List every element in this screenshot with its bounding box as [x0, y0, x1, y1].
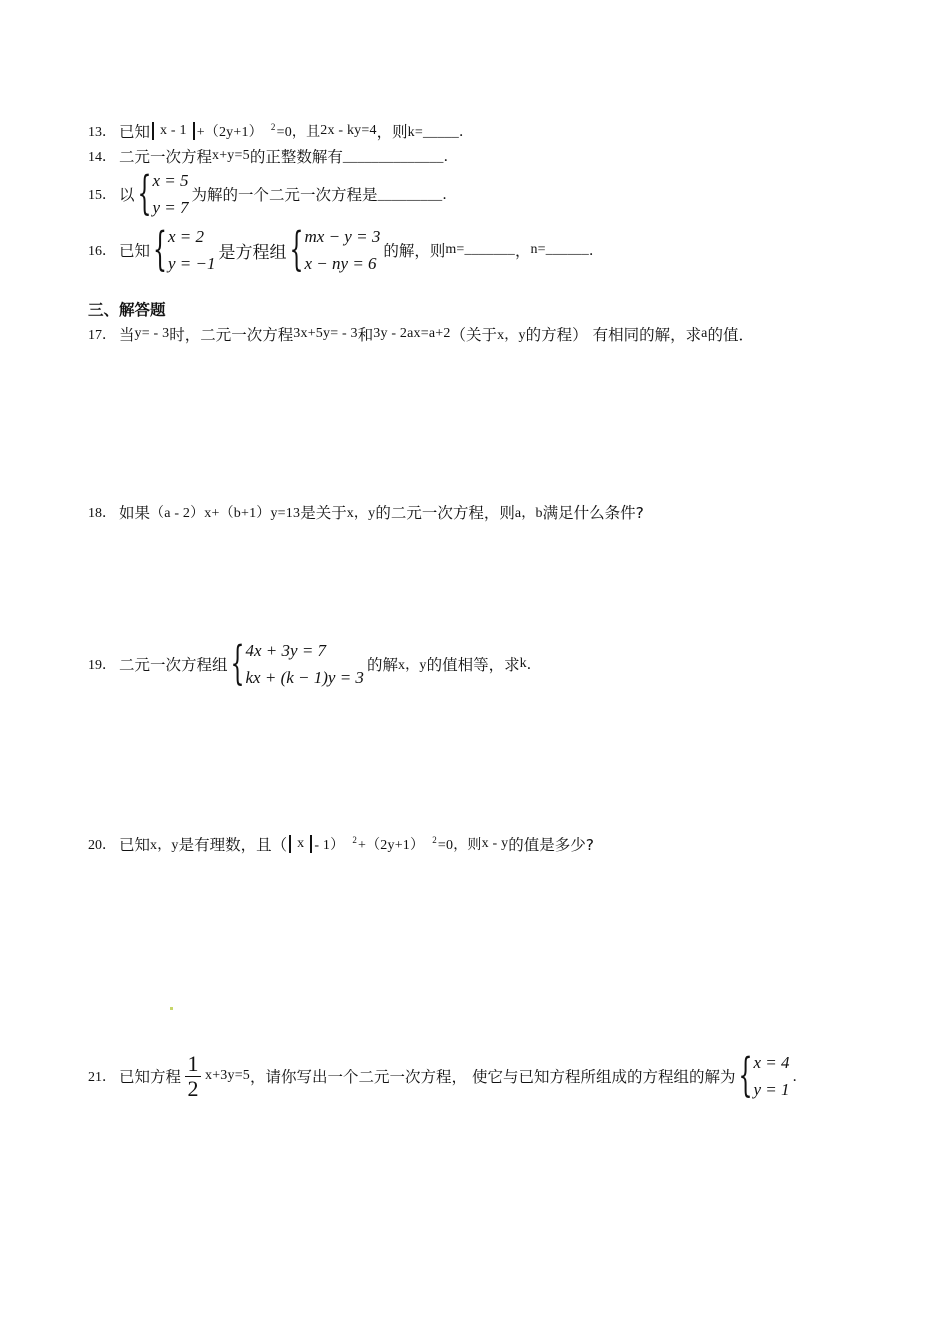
- absolute-value: x: [289, 835, 312, 853]
- question-19: 19． 二元一次方程组 { 4x + 3y = 7 kx + (k − 1)y = 3 的解 x，y 的值相等，求 k ．: [88, 637, 541, 691]
- equation-system: { x = 4 y = 1: [738, 1049, 789, 1103]
- question-number: 21．: [88, 1070, 116, 1085]
- brace-icon: {: [289, 223, 304, 277]
- question-20: 20． 已知 x，y 是有理数，且（ x - 1） $^2$ +（2y+1） $^2$ =0，则 x - y 的值是多少?: [88, 835, 595, 854]
- question-number: 19．: [88, 658, 116, 673]
- brace-icon: {: [137, 167, 152, 221]
- question-number: 16．: [88, 244, 116, 259]
- question-number: 15．: [88, 188, 116, 203]
- equation-system: { 4x + 3y = 7 kx + (k − 1)y = 3: [231, 637, 364, 691]
- question-number: 18．: [88, 506, 116, 521]
- answer-blank: m=_______: [445, 242, 515, 257]
- question-18: 18． 如果 （a - 2）x+（b+1）y=13 是关于 x，y 的二元一次方程，则 a，b 满足什么条件?: [88, 504, 644, 522]
- answer-blank: ______________．: [342, 150, 458, 165]
- fraction: $\frac{1}{2}$: [185, 1053, 201, 1100]
- exponent: 2: [270, 122, 276, 132]
- question-number: 20．: [88, 838, 116, 853]
- section-heading: 三、解答题: [88, 301, 166, 319]
- question-16: 16． 已知 { x = 2 y = −1 是方程组 { mx − y = 3 x − ny = 6 的解，则 m=_______ ， n=______ ．: [88, 223, 603, 277]
- equation-system: { mx − y = 3 x − ny = 6: [290, 223, 381, 277]
- question-number: 17．: [88, 328, 116, 343]
- exponent: 2: [352, 835, 358, 845]
- question-number: 13．: [88, 125, 116, 140]
- answer-blank: k=_____．: [407, 125, 474, 140]
- equation-system: { x = 2 y = −1: [153, 223, 216, 277]
- question-14: 14． 二元一次方程 x+y=5 的正整数解有 ______________．: [88, 148, 458, 166]
- brace-icon: {: [230, 637, 245, 691]
- question-13: 13． 已知 x - 1 +（2y+1） $^2$ =0，且 2x - ky=4 ，则 k=_____．: [88, 122, 474, 141]
- brace-icon: {: [738, 1049, 753, 1103]
- question-17: 17． 当 y= - 3 时，二元一次方程 3x+5y= - 3 和 3y - 2ax=a+2 （关于 x，y 的方程） 有相同的解，求 a 的值．: [88, 326, 755, 344]
- exponent: 2: [432, 835, 437, 845]
- answer-blank: n=______: [530, 242, 589, 257]
- absolute-value: x - 1: [152, 122, 195, 140]
- question-21: 21． 已知方程 $\frac{1}{2}$ x+3y=5 ，请你写出一个二元一次方程， 使它与已知方程所组成的方程组的解为 { x = 4 y = 1 ．: [88, 1049, 807, 1103]
- equation-system: { x = 5 y = 7: [138, 167, 189, 221]
- answer-blank: _________．: [377, 188, 457, 203]
- question-number: 14．: [88, 150, 116, 165]
- brace-icon: {: [153, 223, 168, 277]
- question-15: 15． 以 { x = 5 y = 7 为解的一个二元一次方程是 _________．: [88, 167, 457, 221]
- scan-artifact-dot: [170, 1007, 173, 1010]
